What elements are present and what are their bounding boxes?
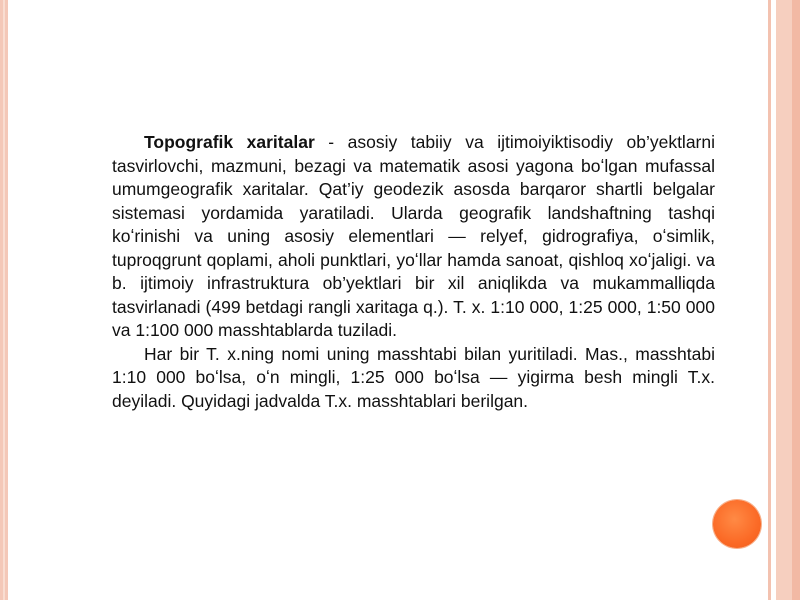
paragraph2-text: Har bir T. x.ning nomi uning masshtabi bilan yuritiladi. Mas., masshtabi 1:10 000 boʻlsa, oʻn mingli, 1:25 000 boʻlsa — yigirma besh mingli T.x. deyiladi. Quyidagi jadvalda T.x. masshtablari berilgan. bbox=[112, 343, 715, 411]
left-decorative-border bbox=[0, 0, 8, 600]
orange-circle-decoration bbox=[713, 500, 761, 548]
slide-text-body bbox=[112, 131, 715, 413]
left-border-inner-line bbox=[3, 0, 5, 600]
paragraph-topographic-maps bbox=[112, 131, 715, 343]
paragraph-scale-naming bbox=[112, 343, 715, 414]
term-topografik-xaritalar: Topografik xaritalar bbox=[144, 132, 315, 152]
paragraph1-text: - asosiy tabiiy va ijtimoiyiktisodiy ob’yektlarni tasvirlovchi, mazmuni, bezagi va matematik asosi yagona boʻlgan mufassal umumgeografik xaritalar. Qat’iy geodezik asosda barqaror shartli belgalar sistemasi yordamida yaratiladi. Ularda geografik landshaftning tashqi koʻrinishi va uning asosiy elementlari — relyef, gidrografiya, oʻsimlik, tuproqgrunt qoplami, aholi punktlari, yoʻllar hamda sanoat, qishloq xoʻjaligi. va b. ijtimoiy infrastruktura ob’yektlari bir xil aniqlikda va mukammalliqda tasvirlanadi (499 betdagi rangli xaritaga q.). T. x. 1:10 000, 1:25 000, 1:50 000 va 1:100 000 masshtablarda tuziladi. bbox=[112, 132, 715, 340]
right-decorative-border bbox=[766, 0, 800, 600]
